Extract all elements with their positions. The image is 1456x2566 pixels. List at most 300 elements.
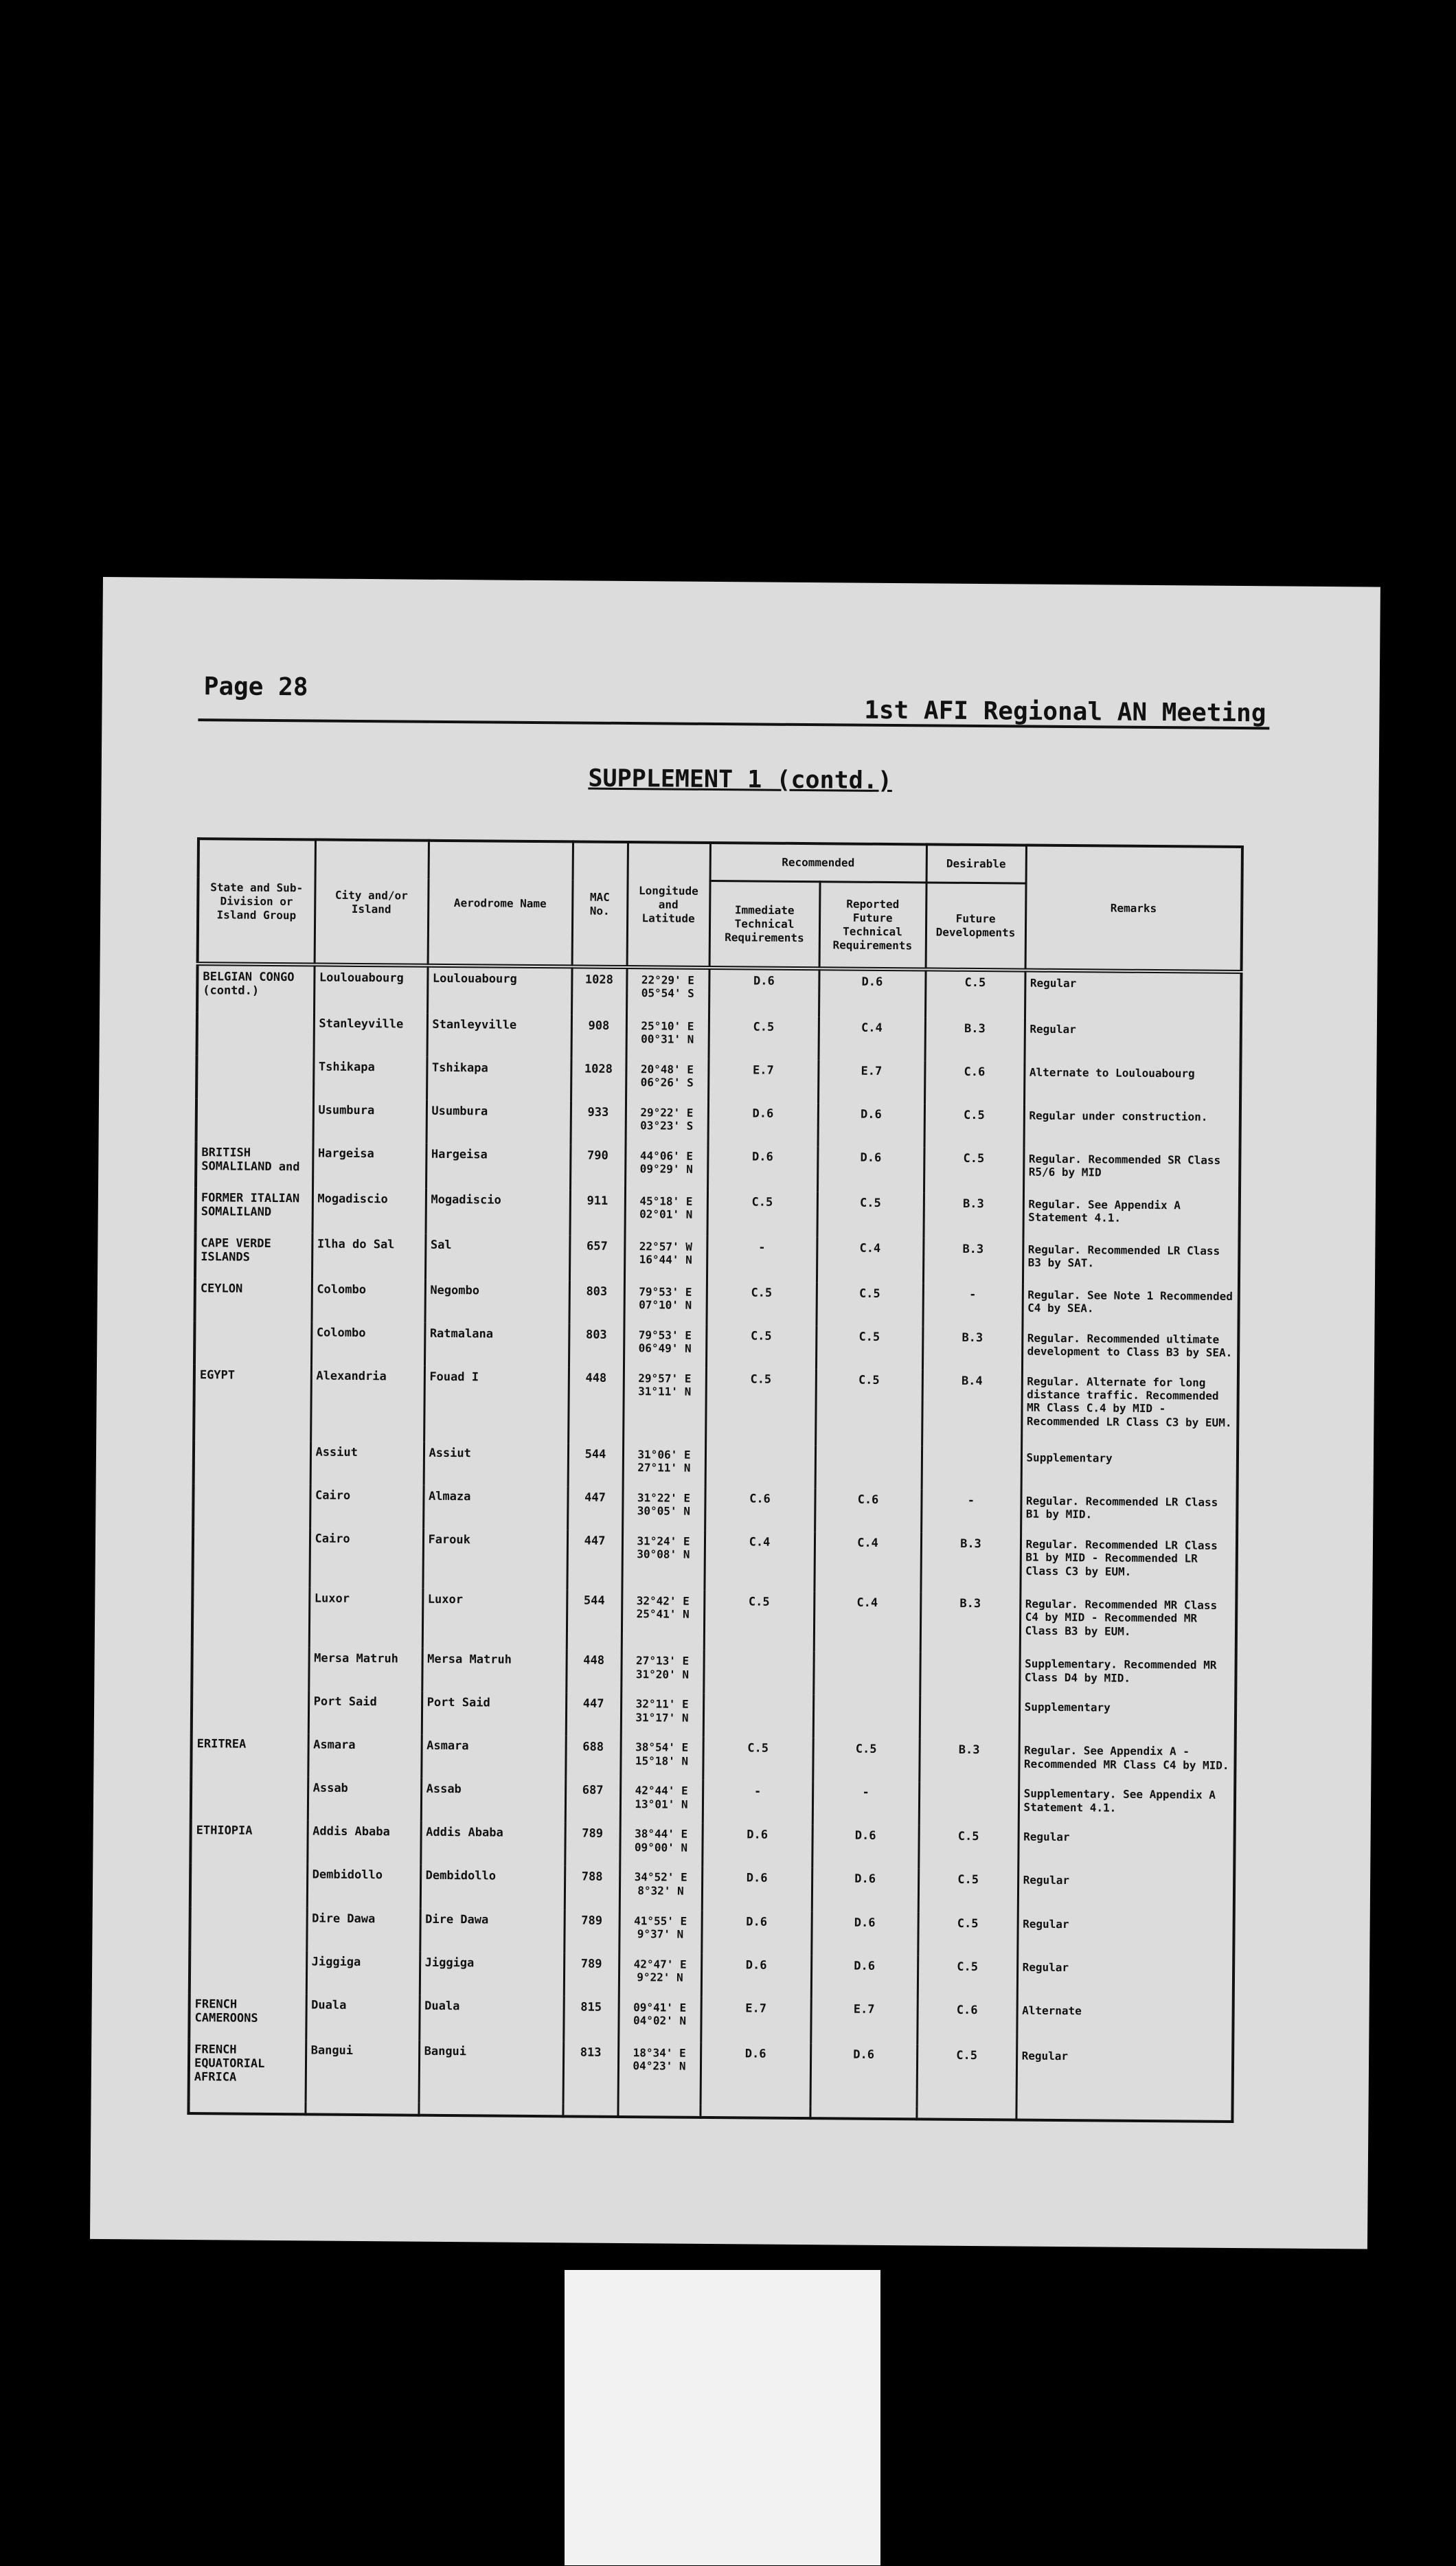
cell-aerodrome [426, 1189, 571, 1236]
cell-city [308, 1778, 421, 1821]
cell-remarks-text: Regular under construction. [1029, 1109, 1208, 1124]
cell-city-text: Colombo [317, 1282, 367, 1297]
cell-remarks [1019, 1696, 1236, 1742]
cell-immediate [707, 1146, 818, 1192]
cell-immediate [703, 1650, 813, 1694]
cell-future [815, 1369, 922, 1446]
cell-city [306, 1907, 420, 1951]
cell-future [815, 1445, 922, 1489]
cell-city-text: Tshikapa [318, 1060, 375, 1074]
longitude: 29°57' E [638, 1372, 692, 1385]
longitude: 38°54' E [635, 1740, 689, 1755]
latitude: 30°05' N [637, 1504, 690, 1519]
cell-city-text: Loulouabourg [319, 970, 404, 986]
cell-desirable [925, 1017, 1025, 1061]
cell-lonlat [620, 1736, 703, 1780]
cell-remarks-text: Supplementary. See Appendix A Statement 4.1. [1023, 1786, 1216, 1815]
cell-immediate [703, 1780, 812, 1824]
col-remarks: Remarks [1025, 845, 1242, 972]
cell-desirable [922, 1370, 1022, 1446]
cell-mac [566, 1693, 621, 1737]
cell-lonlat [619, 1866, 702, 1910]
cell-mac [567, 1530, 622, 1591]
cell-lonlat [625, 1145, 708, 1191]
col-future-dev: Future Developments [926, 883, 1026, 970]
table-row [194, 1321, 1238, 1372]
table-row [193, 1484, 1237, 1535]
cell-desirable [923, 1192, 1023, 1238]
cell-city [310, 1485, 423, 1529]
cell-desirable-text: C.5 [957, 1873, 979, 1887]
cell-remarks [1018, 1870, 1234, 1915]
cell-desirable-text: C.5 [963, 1151, 985, 1166]
cell-mac [567, 1487, 622, 1531]
longitude: 42°44' E [635, 1784, 688, 1798]
page-number: Page 28 [203, 672, 308, 702]
cell-city-text: Bangui [310, 2043, 354, 2058]
cell-remarks [1019, 1740, 1235, 1785]
table-row [196, 1187, 1240, 1240]
cell-desirable [918, 1869, 1018, 1913]
cell-immediate [709, 1016, 819, 1060]
cell-aerodrome [422, 1648, 566, 1693]
cell-mac-text: 448 [583, 1653, 605, 1668]
cell-remarks [1024, 1061, 1240, 1106]
cell-city [313, 1099, 426, 1143]
cell-future [812, 1738, 919, 1782]
cell-aerodrome-text: Loulouabourg [432, 971, 517, 986]
cell-immediate [701, 1997, 811, 2043]
cell-remarks-text: Regular. Recommended ultimate development to Class B3 by SEA. [1027, 1331, 1233, 1360]
cell-state [190, 1950, 306, 1994]
cell-state-text: EGYPT [199, 1368, 236, 1383]
cell-aerodrome [419, 1995, 564, 2041]
cell-aerodrome-text: Negombo [430, 1283, 480, 1298]
cell-remarks [1025, 970, 1242, 1020]
longitude: 29°22' E [640, 1106, 694, 1120]
cell-state-text: BELGIAN CONGO (contd.) [203, 970, 295, 999]
cell-immediate [704, 1531, 815, 1591]
cell-remarks [1017, 1956, 1233, 2001]
cell-remarks [1019, 1653, 1236, 1699]
cell-immediate [706, 1325, 816, 1369]
cell-mac [566, 1650, 621, 1694]
cell-mac-text: 447 [582, 1696, 604, 1712]
longitude: 22°29' E [641, 973, 695, 987]
cell-future [816, 1326, 922, 1370]
col-immediate: Immediate Technical Requirements [709, 881, 820, 968]
cell-mac [570, 1144, 626, 1190]
cell-city [307, 1821, 420, 1865]
document-page [90, 577, 1380, 2249]
cell-desirable [925, 969, 1025, 1018]
cell-immediate-text: E.7 [745, 2001, 767, 2016]
cell-desirable-text: B.4 [961, 1374, 983, 1389]
latitude: 06°26' S [640, 1076, 694, 1089]
cell-remarks [1023, 1193, 1240, 1240]
cell-future [816, 1282, 922, 1326]
cell-remarks-text: Regular. See Note 1 Recommended C4 by SEA. [1027, 1288, 1233, 1315]
cell-future [817, 1192, 924, 1238]
cell-immediate-text: C.5 [750, 1372, 772, 1387]
table-row [194, 1278, 1238, 1329]
cell-aerodrome [424, 1323, 569, 1367]
longitude: 18°34' E [633, 2045, 686, 2060]
cell-immediate-text: - [753, 1784, 762, 1799]
latitude: 00°31' N [641, 1032, 694, 1046]
cell-future-text: D.6 [853, 2047, 875, 2062]
cell-city [311, 1278, 424, 1322]
cell-city-text: Mogadiscio [317, 1192, 388, 1207]
cell-immediate [709, 968, 819, 1017]
table-row [192, 1587, 1237, 1655]
latitude: 04°23' N [633, 2058, 686, 2073]
cell-remarks [1020, 1593, 1237, 1655]
cell-future-text: D.6 [854, 1916, 876, 1930]
latitude: 9°37' N [637, 1927, 684, 1941]
cell-mac-text: 803 [586, 1284, 608, 1299]
cell-lonlat [620, 1780, 703, 1824]
cell-mac [565, 1823, 619, 1867]
cell-state [192, 1587, 310, 1647]
cell-aerodrome [421, 1735, 565, 1780]
latitude: 04°02' N [633, 2013, 687, 2028]
cell-city-text: Assab [312, 1781, 348, 1796]
cell-city-text: Stanleyville [319, 1017, 404, 1032]
cell-city-text: Asmara [313, 1738, 356, 1753]
cell-lonlat [621, 1693, 703, 1737]
cell-immediate-text: E.7 [752, 1063, 774, 1078]
table-row [190, 1819, 1234, 1871]
filler-cell [188, 2101, 305, 2114]
longitude: 32°11' E [635, 1697, 689, 1712]
longitude: 45°18' E [639, 1194, 693, 1208]
cell-desirable [924, 1147, 1024, 1193]
cell-mac [568, 1367, 624, 1444]
col-mac: MAC No. [572, 841, 628, 967]
cell-immediate [708, 1059, 818, 1103]
col-lonlat: Longitude and Latitude [627, 842, 710, 968]
cell-immediate [705, 1444, 815, 1488]
cell-desirable [917, 1999, 1017, 2045]
col-aerodrome: Aerodrome Name [428, 841, 573, 967]
cell-city [308, 1691, 422, 1735]
cell-future [812, 1825, 918, 1869]
cell-lonlat [622, 1530, 705, 1591]
table-row [196, 1142, 1240, 1195]
cell-immediate-text: C.6 [749, 1492, 771, 1506]
cell-city [314, 1012, 427, 1056]
cell-state [197, 1012, 314, 1056]
cell-desirable-text: C.5 [957, 1830, 979, 1844]
cell-desirable [924, 1104, 1024, 1148]
filler-cell [700, 2105, 810, 2118]
cell-remarks [1022, 1284, 1238, 1330]
cell-lonlat [621, 1650, 703, 1694]
cell-remarks-text: Regular [1022, 1960, 1069, 1974]
cell-lonlat [619, 1823, 702, 1867]
cell-future [815, 1488, 921, 1532]
cell-mac-text: 447 [584, 1490, 606, 1505]
cell-mac-text: 908 [588, 1019, 610, 1033]
cell-immediate-text: D.6 [746, 1914, 768, 1929]
cell-mac-text: 447 [584, 1534, 606, 1549]
latitude: 02°01' N [639, 1207, 693, 1221]
cell-state [192, 1527, 310, 1587]
cell-desirable-text: B.3 [962, 1242, 984, 1257]
cell-future [819, 1017, 925, 1060]
cell-city-text: Dire Dawa [312, 1911, 376, 1926]
aerodrome-table [187, 837, 1244, 2123]
latitude: 9°22' N [637, 1970, 683, 1984]
latitude: 07°10' N [639, 1298, 692, 1312]
cell-city [306, 1994, 420, 2040]
cell-desirable [920, 1696, 1019, 1740]
longitude: 79°53' E [639, 1285, 692, 1299]
cell-remarks [1016, 1999, 1233, 2047]
cell-aerodrome-text: Almaza [428, 1489, 471, 1504]
cell-mac-text: 815 [580, 2000, 602, 2014]
cell-state-text: FRENCH EQUATORIAL AFRICA [194, 2042, 265, 2085]
cell-immediate-text: C.5 [750, 1329, 772, 1343]
cell-desirable-text: B.3 [958, 1743, 980, 1758]
cell-desirable-text: C.5 [957, 1916, 979, 1931]
cell-remarks [1021, 1490, 1237, 1536]
cell-mac-text: 1028 [584, 1062, 613, 1076]
cell-remarks [1021, 1371, 1238, 1449]
cell-city [313, 1056, 426, 1100]
cell-state [194, 1278, 311, 1321]
cell-future-text: D.6 [860, 1107, 882, 1122]
cell-mac [565, 1866, 619, 1910]
longitude: 25°10' E [641, 1019, 694, 1033]
cell-state [196, 1142, 313, 1188]
cell-desirable [923, 1238, 1023, 1284]
cell-desirable-text: C.6 [964, 1065, 986, 1079]
cell-aerodrome-text: Hargeisa [431, 1147, 488, 1162]
cell-mac [563, 2041, 619, 2104]
cell-state-text: FRENCH CAMEROONS [194, 1997, 258, 2025]
cell-state [194, 1364, 311, 1441]
cell-city [308, 1648, 422, 1692]
cell-future [811, 1911, 918, 1955]
cell-city [306, 2039, 420, 2103]
cell-mac [569, 1235, 625, 1281]
cell-state [191, 1776, 308, 1820]
table-head [198, 839, 1242, 972]
cell-desirable [918, 1955, 1017, 1999]
cell-future-text: C.4 [857, 1536, 878, 1551]
cell-mac [571, 1014, 626, 1058]
cell-desirable [922, 1446, 1021, 1490]
cell-state-text: BRITISH SOMALILAND and [201, 1146, 300, 1174]
cell-state [192, 1646, 308, 1690]
latitude: 30°08' N [637, 1547, 690, 1562]
cell-lonlat [624, 1236, 707, 1282]
filler-cell [418, 2103, 562, 2116]
cell-remarks-text: Supplementary. Recommended MR Class D4 by MID. [1024, 1657, 1217, 1685]
meeting-title: 1st AFI Regional AN Meeting [864, 696, 1266, 728]
cell-future-text: D.6 [854, 1872, 876, 1887]
cell-mac-text: 1028 [584, 973, 613, 987]
cell-remarks-text: Regular [1023, 1874, 1070, 1887]
cell-mac [571, 1101, 626, 1145]
cell-remarks-text: Regular [1030, 976, 1077, 990]
cell-mac-text: 790 [587, 1148, 608, 1163]
cell-desirable [920, 1593, 1021, 1653]
cell-future [817, 1237, 924, 1283]
cell-remarks-text: Regular. Recommended LR Class B3 by SAT. [1027, 1242, 1220, 1270]
cell-lonlat [624, 1190, 707, 1236]
cell-city [314, 964, 428, 1013]
cell-aerodrome [426, 1144, 571, 1190]
cell-city-text: Dembidollo [312, 1867, 383, 1883]
cell-remarks [1016, 2045, 1233, 2109]
cell-aerodrome-text: Dire Dawa [425, 1912, 489, 1927]
cell-immediate [701, 1910, 811, 1954]
cell-immediate [705, 1368, 816, 1445]
cell-immediate-text: D.6 [746, 1871, 768, 1886]
header-row-1 [198, 839, 1242, 885]
cell-desirable [920, 1533, 1021, 1593]
cell-city [308, 1734, 421, 1778]
latitude: 25°41' N [636, 1607, 690, 1622]
cell-city [309, 1528, 423, 1589]
cell-mac-text: 789 [581, 1914, 603, 1928]
cell-remarks [1017, 1913, 1233, 1958]
cell-mac-text: 803 [585, 1328, 607, 1342]
cell-remarks-text: Regular [1030, 1022, 1076, 1036]
cell-immediate-text: D.6 [751, 1150, 773, 1164]
cell-remarks [1021, 1447, 1238, 1492]
cell-state [196, 1187, 313, 1233]
cell-state [190, 1907, 306, 1951]
cell-future-text: E.7 [853, 2002, 875, 2017]
cell-lonlat [622, 1590, 705, 1650]
cell-city-text: Luxor [314, 1591, 350, 1606]
cell-immediate-text: C.5 [747, 1741, 769, 1756]
cell-desirable-text: - [967, 1494, 975, 1508]
cell-lonlat [622, 1487, 705, 1531]
cell-mac [569, 1190, 625, 1236]
cell-immediate [705, 1488, 815, 1532]
cell-future [813, 1695, 920, 1739]
cell-future [812, 1782, 919, 1826]
table-row [196, 1098, 1240, 1150]
longitude: 79°53' E [638, 1328, 692, 1342]
cell-immediate [707, 1191, 817, 1237]
filler-cell [562, 2104, 617, 2116]
cell-desirable [922, 1326, 1022, 1370]
cell-lonlat [619, 1909, 701, 1953]
cell-mac [569, 1280, 624, 1324]
cell-future-text: C.5 [858, 1330, 880, 1344]
longitude: 41°55' E [634, 1914, 687, 1928]
cell-future [817, 1146, 924, 1192]
cell-mac-text: 789 [580, 1957, 602, 1971]
cell-remarks-text: Alternate [1022, 2003, 1082, 2017]
cell-mac-text: 448 [585, 1371, 607, 1385]
cell-desirable [920, 1653, 1019, 1696]
cell-remarks-text: Regular. Alternate for long distance traffic. Recommended MR Class C.4 by MID - Recommended LR Class C3 by EUM. [1026, 1374, 1232, 1429]
latitude: 15°18' N [635, 1753, 689, 1768]
cell-state-text: CEYLON [200, 1282, 243, 1296]
cell-remarks [1018, 1826, 1234, 1872]
cell-mac-text: 788 [581, 1870, 603, 1885]
cell-lonlat [618, 2042, 701, 2106]
cell-city [312, 1142, 426, 1188]
cell-aerodrome-text: Mogadiscio [431, 1192, 501, 1207]
cell-lonlat [619, 1953, 701, 1997]
cell-lonlat [624, 1324, 706, 1368]
cell-mac [571, 966, 627, 1014]
cell-future-text: C.4 [861, 1021, 883, 1035]
cell-city-text: Alexandria [316, 1369, 387, 1384]
table-row [192, 1690, 1236, 1741]
latitude: 03°23' S [640, 1119, 694, 1133]
cell-aerodrome-text: Luxor [427, 1593, 464, 1607]
filler-cell [810, 2106, 916, 2119]
cell-future-text: C.5 [858, 1373, 880, 1388]
calibration-card [565, 2270, 880, 2565]
cell-future [819, 968, 926, 1017]
cell-aerodrome [420, 1951, 564, 1996]
col-state: State and Sub-Division or Island Group [198, 839, 315, 964]
cell-immediate-text: C.5 [751, 1195, 773, 1210]
cell-immediate-text: D.6 [745, 1957, 767, 1973]
cell-state [190, 1863, 307, 1907]
cell-city-text: Duala [311, 1998, 347, 2012]
table-row [196, 1055, 1240, 1106]
table-row [194, 1364, 1238, 1449]
latitude: 8°32' N [637, 1883, 684, 1898]
latitude: 31°20' N [635, 1667, 690, 1681]
cell-remarks-text: Regular. Recommended SR Class R5/6 by MID [1028, 1152, 1221, 1179]
cell-city-text: Ilha do Sal [317, 1237, 395, 1252]
cell-city-text: Cairo [315, 1488, 351, 1503]
cell-state-text: FORMER ITALIAN SOMALILAND [201, 1191, 300, 1220]
cell-desirable-text: C.5 [963, 1108, 985, 1122]
cell-remarks-text: Regular. Recommended MR Class C4 by MID - Recommended MR Class B3 by EUM. [1025, 1597, 1218, 1638]
latitude: 09°29' N [639, 1162, 693, 1176]
cell-aerodrome [420, 1865, 565, 1909]
cell-remarks-text: Alternate to Loulouabourg [1029, 1065, 1195, 1080]
cell-lonlat [626, 1015, 709, 1059]
cell-future-text: D.6 [860, 1150, 882, 1165]
cell-city-text: Jiggiga [311, 1954, 361, 1969]
cell-city-text: Cairo [315, 1532, 350, 1547]
cell-aerodrome-text: Jiggiga [424, 1955, 475, 1970]
cell-mac [565, 1736, 620, 1780]
cell-immediate [702, 1867, 812, 1911]
cell-desirable-text: C.5 [956, 2048, 978, 2063]
cell-state-text: CAPE VERDE ISLANDS [201, 1236, 271, 1265]
cell-immediate-text: C.4 [749, 1535, 771, 1549]
longitude: 22°57' W [639, 1240, 692, 1253]
cell-future-text: D.6 [854, 1829, 876, 1843]
cell-future-text: - [862, 1786, 869, 1800]
cell-state [192, 1690, 308, 1734]
cell-city-text: Usumbura [318, 1103, 375, 1117]
cell-mac [564, 1909, 619, 1953]
cell-desirable [921, 1490, 1021, 1534]
cell-city-text: Colombo [316, 1326, 366, 1341]
cell-remarks [1023, 1239, 1240, 1286]
cell-remarks [1024, 1104, 1240, 1150]
cell-future-text: D.6 [854, 1959, 876, 1973]
cell-immediate [703, 1737, 812, 1781]
cell-immediate-text: - [758, 1240, 766, 1255]
